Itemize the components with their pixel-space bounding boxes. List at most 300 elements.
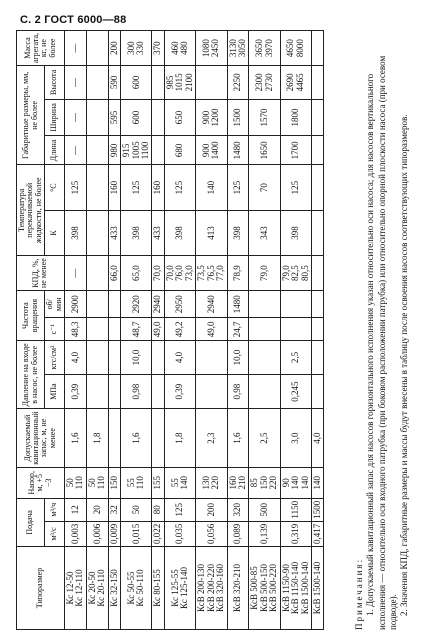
cell-mpa — [108, 374, 120, 409]
cell-k: 398 — [227, 210, 249, 255]
cell-dlina — [280, 136, 311, 165]
header-s1: с⁻¹ — [45, 318, 65, 341]
cell-napor — [152, 467, 164, 498]
cell-mpa — [86, 374, 108, 409]
cell-napor — [196, 467, 227, 498]
cell-line: 79,0 — [258, 265, 269, 281]
cell-m3s: 0,009 — [108, 521, 120, 546]
cell-line: 2100 — [183, 73, 194, 92]
cell-k: 433 — [108, 210, 120, 255]
cell-napor — [312, 467, 324, 498]
cell-vysota — [164, 66, 195, 99]
cell-shirina — [280, 99, 311, 136]
cell-obmin — [312, 291, 324, 318]
cell-kavit: 4,0 — [312, 409, 324, 467]
cell-c: 125 — [164, 165, 195, 210]
cell-line: 680 — [174, 143, 185, 158]
cell-massa — [64, 31, 86, 66]
cell-line: 210 — [236, 476, 247, 490]
cell-k: 398 — [280, 210, 311, 255]
cell-types — [152, 547, 164, 630]
cell-line: 50 — [64, 478, 75, 488]
cell-vysota — [152, 66, 164, 99]
cell-line: КсВ 1500-140 — [312, 561, 323, 615]
cell-line: 1570 — [258, 108, 269, 127]
cell-mpa: 0,245 — [280, 374, 311, 409]
cell-kavit — [152, 409, 164, 467]
cell-vysota — [249, 66, 280, 99]
cell-line: 220 — [210, 476, 221, 490]
cell-dlina — [108, 136, 120, 165]
cell-line: 110 — [96, 476, 107, 490]
cell-massa — [108, 31, 120, 66]
cell-vysota — [86, 66, 108, 99]
cell-line: 8000 — [294, 39, 305, 58]
cell-shirina — [227, 99, 249, 136]
header-mpa: МПа — [45, 374, 65, 409]
cell-line: 76,5 — [205, 265, 216, 281]
cell-line: 2450 — [210, 39, 221, 58]
cell-line: КсВ 500-85 — [249, 566, 260, 610]
cell-kpd — [249, 256, 280, 291]
header-vysota: Высота — [45, 66, 65, 99]
cell-mpa — [312, 374, 324, 409]
cell-line: 150 — [108, 476, 119, 490]
cell-shirina — [164, 99, 195, 136]
cell-dlina — [164, 136, 195, 165]
header-davlenie: Давление на входе в насос, не более — [17, 341, 45, 409]
notes-title: Примечания: — [354, 557, 364, 630]
cell-kavit: 2,5 — [249, 409, 280, 467]
table-row — [227, 31, 249, 630]
cell-line: 110 — [74, 476, 85, 490]
cell-m3h: 20 — [86, 498, 108, 521]
cell-line: КсВ 1500-140 — [299, 561, 310, 615]
cell-m3s: 0,319 — [280, 521, 311, 546]
cell-line: 1480 — [232, 141, 243, 160]
cell-kgs — [196, 341, 227, 375]
cell-k — [312, 210, 324, 255]
cell-line: КсВ 500-220 — [268, 563, 279, 613]
cell-line: Кс 50-110 — [135, 569, 146, 607]
cell-vysota — [312, 66, 324, 99]
cell-k: 398 — [64, 210, 86, 255]
cell-line: 55 — [125, 478, 136, 488]
table-row — [249, 31, 280, 630]
cell-k: 433 — [152, 210, 164, 255]
cell-massa — [227, 31, 249, 66]
cell-c: 70 — [249, 165, 280, 210]
cell-m3s: 0,006 — [86, 521, 108, 546]
cell-kgs — [108, 341, 120, 375]
table-body — [64, 31, 324, 630]
table-row — [196, 31, 227, 630]
cell-dlina — [196, 136, 227, 165]
header-kavit: Допускаемый кавитационный запас, м, не менее — [17, 409, 65, 467]
cell-obmin — [249, 291, 280, 318]
cell-line: 1700 — [290, 141, 301, 160]
cell-line: 2690 — [285, 73, 296, 92]
cell-line: 85 — [249, 478, 260, 488]
cell-line: 1400 — [210, 141, 221, 160]
cell-m3s: 0,089 — [227, 521, 249, 546]
cell-line: КсВ 320-210 — [232, 563, 243, 613]
cell-kpd — [280, 256, 311, 291]
cell-k: 398 — [121, 210, 152, 255]
cell-m3s: 0,417 — [312, 521, 324, 546]
cell-line: 1800 — [290, 108, 301, 127]
cell-line: 1500 — [232, 108, 243, 127]
cell-line: 77,0 — [215, 265, 226, 281]
cell-line: Кс 32-150 — [108, 569, 119, 607]
cell-types — [312, 547, 324, 630]
cell-line: 900 — [200, 143, 211, 158]
cell-mpa — [249, 374, 280, 409]
header-k: К — [45, 210, 65, 255]
cell-vysota — [64, 66, 86, 99]
cell-kpd — [196, 256, 227, 291]
cell-shirina — [64, 99, 86, 136]
cell-kavit: 2,3 — [196, 409, 227, 467]
cell-shirina — [152, 99, 164, 136]
cell-types — [86, 547, 108, 630]
cell-types — [280, 547, 311, 630]
cell-mpa: 0,98 — [121, 374, 152, 409]
cell-line: — — [69, 112, 80, 122]
cell-kgs: 10,0 — [121, 341, 152, 375]
cell-kpd — [108, 256, 120, 291]
cell-m3s: 0,022 — [152, 521, 164, 546]
cell-line: 73,5 — [196, 265, 207, 281]
cell-obmin: 2940 — [196, 291, 227, 318]
header-kpd: КПД, %, не менее — [17, 256, 65, 291]
cell-shirina — [86, 99, 108, 136]
cell-kpd — [227, 256, 249, 291]
cell-line: КсВ 320-160 — [215, 563, 226, 613]
cell-line: 130 — [200, 476, 211, 490]
cell-line: 3650 — [254, 39, 265, 58]
cell-line: Кс 80-155 — [152, 569, 163, 607]
cell-line: КсВ 200-220 — [205, 563, 216, 613]
cell-kpd — [121, 256, 152, 291]
cell-kpd — [152, 256, 164, 291]
cell-line: Кс 12-50 — [64, 571, 75, 605]
cell-line: КсВ 500-150 — [258, 563, 269, 613]
cell-line: 65,0 — [130, 265, 141, 281]
header-gabarit: Габаритные размеры, мм, не более — [17, 66, 45, 165]
notes-block — [354, 30, 410, 630]
cell-vysota — [121, 66, 152, 99]
cell-c: 140 — [196, 165, 227, 210]
header-podacha: Подача — [17, 498, 45, 546]
cell-m3h: 320 — [227, 498, 249, 521]
cell-vysota — [227, 66, 249, 99]
cell-massa — [152, 31, 164, 66]
rotated-table-area — [16, 30, 416, 630]
cell-mpa: 0,39 — [64, 374, 86, 409]
cell-m3h: 80 — [152, 498, 164, 521]
cell-napor — [227, 467, 249, 498]
cell-line: 595 — [108, 110, 119, 125]
cell-types — [164, 547, 195, 630]
cell-m3s: 0,139 — [249, 521, 280, 546]
cell-obmin — [86, 291, 108, 318]
cell-k: 398 — [164, 210, 195, 255]
header-dlina: Длина — [45, 136, 65, 165]
cell-line: Кс 125-140 — [179, 566, 190, 610]
cell-s1: 49,2 — [164, 318, 195, 341]
note-2: 2. Значения КПД, габаритные размеры и массы будут внесены в таблицу после освоения насосов соответствующих типоразмеров. — [399, 114, 409, 616]
cell-shirina — [121, 99, 152, 136]
cell-kgs — [312, 341, 324, 375]
cell-mpa — [196, 374, 227, 409]
table-row — [152, 31, 164, 630]
cell-line: 140 — [312, 476, 323, 490]
cell-m3s: 0,035 — [164, 521, 195, 546]
cell-mpa: 0,39 — [164, 374, 195, 409]
cell-types — [227, 547, 249, 630]
cell-line: 66,0 — [108, 265, 119, 281]
cell-kavit: 1,6 — [227, 409, 249, 467]
cell-massa — [164, 31, 195, 66]
cell-line: Кс 125-55 — [169, 569, 180, 607]
cell-line: 900 — [200, 110, 211, 125]
cell-dlina — [86, 136, 108, 165]
cell-kavit: 1,6 — [64, 409, 86, 467]
cell-line: 90 — [280, 478, 291, 488]
cell-line: 78,9 — [232, 265, 243, 281]
cell-massa — [196, 31, 227, 66]
cell-line: 80,5 — [299, 265, 310, 281]
cell-kavit: 1,6 — [121, 409, 152, 467]
cell-line: 3970 — [263, 39, 274, 58]
cell-s1: 48,3 — [64, 318, 86, 341]
cell-m3h: 32 — [108, 498, 120, 521]
cell-types — [249, 547, 280, 630]
cell-line: 915 — [121, 143, 132, 158]
header-chastota: Частота вращения — [17, 291, 45, 341]
cell-line: 1005 — [130, 141, 141, 160]
cell-line: 1015 — [174, 73, 185, 92]
table-header-row-2 — [45, 31, 65, 630]
cell-line: 70,0 — [164, 265, 175, 281]
header-massa: Масса агрегата, кг, не более — [17, 31, 65, 66]
cell-line: 600 — [130, 75, 141, 90]
cell-obmin — [280, 291, 311, 318]
cell-vysota — [196, 66, 227, 99]
cell-m3h: 200 — [196, 498, 227, 521]
cell-line: Кс 20-110 — [96, 569, 107, 607]
cell-line: 2300 — [254, 73, 265, 92]
cell-line: 1650 — [258, 141, 269, 160]
cell-c — [312, 165, 324, 210]
cell-line: 600 — [130, 110, 141, 125]
cell-napor — [249, 467, 280, 498]
cell-line: 3050 — [236, 39, 247, 58]
cell-mpa — [152, 374, 164, 409]
cell-s1: 48,7 — [121, 318, 152, 341]
cell-types — [121, 547, 152, 630]
cell-s1 — [280, 318, 311, 341]
header-shirina: Ширина — [45, 99, 65, 136]
cell-k: 413 — [196, 210, 227, 255]
cell-line: — — [69, 268, 80, 278]
cell-line: 150 — [258, 476, 269, 490]
cell-mpa: 0,98 — [227, 374, 249, 409]
cell-m3s: 0,015 — [121, 521, 152, 546]
cell-line: — — [69, 77, 80, 87]
cell-s1 — [86, 318, 108, 341]
cell-dlina — [64, 136, 86, 165]
header-temperatura: Температура перекачиваемой жидкости, не более — [17, 165, 45, 256]
cell-line: 140 — [290, 476, 301, 490]
cell-line: 55 — [169, 478, 180, 488]
cell-kavit: 1,8 — [164, 409, 195, 467]
cell-kpd — [64, 256, 86, 291]
cell-line: 480 — [179, 41, 190, 55]
cell-line: КсВ 1150-90 — [280, 564, 291, 612]
cell-m3h: 1500 — [312, 498, 324, 521]
cell-s1 — [312, 318, 324, 341]
page-header: С. 2 ГОСТ 6000—88 — [20, 14, 127, 26]
cell-c: 125 — [121, 165, 152, 210]
header-m3h: м³/ч — [45, 498, 65, 521]
cell-line: 460 — [169, 41, 180, 55]
cell-napor — [86, 467, 108, 498]
cell-line: 4650 — [285, 39, 296, 58]
cell-c — [86, 165, 108, 210]
cell-c: 125 — [280, 165, 311, 210]
header-m3s: м³/с — [45, 521, 65, 546]
cell-kpd — [86, 256, 108, 291]
cell-s1: 49,0 — [152, 318, 164, 341]
header-c: °С — [45, 165, 65, 210]
cell-line: Кс 50-55 — [125, 571, 136, 605]
header-obmin: об/мин — [45, 291, 65, 318]
cell-line: Кс 12-110 — [74, 569, 85, 607]
cell-kgs: 4,0 — [164, 341, 195, 375]
cell-line: 2250 — [232, 73, 243, 92]
cell-line: 110 — [135, 476, 146, 490]
cell-kgs: 4,0 — [64, 341, 86, 375]
cell-line: 76,0 — [174, 265, 185, 281]
header-napor: Напор, м, +5 −3 — [17, 467, 65, 498]
cell-line: 980 — [108, 143, 119, 158]
cell-kavit: 1,8 — [86, 409, 108, 467]
cell-napor — [108, 467, 120, 498]
cell-dlina — [249, 136, 280, 165]
cell-obmin: 2940 — [152, 291, 164, 318]
cell-types — [196, 547, 227, 630]
note-1: 1. Допускаемый кавитационный запас для насосов горизонтального исполнения указан относительно оси насоса; для насосов вертикального исполнения — относительно оси входного патрубка (при боковом расположении патрубка) или относительно опорной плоскости насоса (при осевом подводе). — [365, 55, 398, 630]
cell-kavit — [108, 409, 120, 467]
cell-line: 155 — [152, 476, 163, 490]
cell-shirina — [196, 99, 227, 136]
cell-line: 70,0 — [152, 265, 163, 281]
cell-m3s: 0,056 — [196, 521, 227, 546]
cell-c: 125 — [64, 165, 86, 210]
cell-line: 82,5 — [290, 265, 301, 281]
cell-line: 160 — [227, 476, 238, 490]
cell-line: 985 — [164, 75, 175, 90]
table-row — [64, 31, 86, 630]
table-row — [164, 31, 195, 630]
cell-kgs — [249, 341, 280, 375]
cell-line: 1080 — [200, 39, 211, 58]
cell-dlina — [312, 136, 324, 165]
table-row — [108, 31, 120, 630]
cell-obmin — [108, 291, 120, 318]
header-type: Типоразмер — [17, 547, 65, 630]
table-header-row-1 — [17, 31, 45, 630]
cell-obmin: 2920 — [121, 291, 152, 318]
cell-s1: 24,7 — [227, 318, 249, 341]
cell-vysota — [108, 66, 120, 99]
cell-s1: 49,0 — [196, 318, 227, 341]
cell-vysota — [280, 66, 311, 99]
cell-c: 125 — [227, 165, 249, 210]
cell-line: КсВ 1150-140 — [290, 561, 301, 615]
cell-massa — [121, 31, 152, 66]
table-row — [86, 31, 108, 630]
cell-massa — [312, 31, 324, 66]
cell-shirina — [249, 99, 280, 136]
cell-napor — [64, 467, 86, 498]
cell-line: 370 — [152, 41, 163, 55]
cell-s1 — [249, 318, 280, 341]
cell-line: 650 — [174, 110, 185, 125]
cell-obmin: 2900 — [64, 291, 86, 318]
cell-line: 140 — [299, 476, 310, 490]
cell-line: Кс 20-50 — [86, 571, 97, 605]
table-row — [121, 31, 152, 630]
cell-m3h: 12 — [64, 498, 86, 521]
header-kgs: кгс/см² — [45, 341, 65, 375]
cell-obmin: 2950 — [164, 291, 195, 318]
cell-line: 200 — [108, 41, 119, 55]
cell-line: 140 — [179, 476, 190, 490]
cell-kgs: 2,5 — [280, 341, 311, 375]
cell-line: 1200 — [210, 108, 221, 127]
cell-obmin: 1480 — [227, 291, 249, 318]
cell-line: 300 — [125, 41, 136, 55]
cell-napor — [121, 467, 152, 498]
cell-line: 1100 — [140, 141, 151, 160]
cell-line: 4465 — [294, 73, 305, 92]
cell-kpd — [164, 256, 195, 291]
cell-c: 160 — [152, 165, 164, 210]
cell-line: 590 — [108, 75, 119, 90]
cell-dlina — [121, 136, 152, 165]
cell-napor — [164, 467, 195, 498]
cell-kavit: 3,0 — [280, 409, 311, 467]
cell-k: 343 — [249, 210, 280, 255]
cell-kgs — [86, 341, 108, 375]
table-row — [280, 31, 311, 630]
cell-shirina — [312, 99, 324, 136]
cell-line: — — [69, 43, 80, 53]
cell-line: 220 — [268, 476, 279, 490]
table-row — [312, 31, 324, 630]
cell-dlina — [152, 136, 164, 165]
cell-line: — — [69, 145, 80, 155]
cell-line: 50 — [86, 478, 97, 488]
cell-napor — [280, 467, 311, 498]
cell-m3h: 1150 — [280, 498, 311, 521]
pump-specs-table — [16, 30, 324, 630]
cell-line: 73,0 — [183, 265, 194, 281]
cell-line: КсВ 200-130 — [196, 563, 207, 613]
